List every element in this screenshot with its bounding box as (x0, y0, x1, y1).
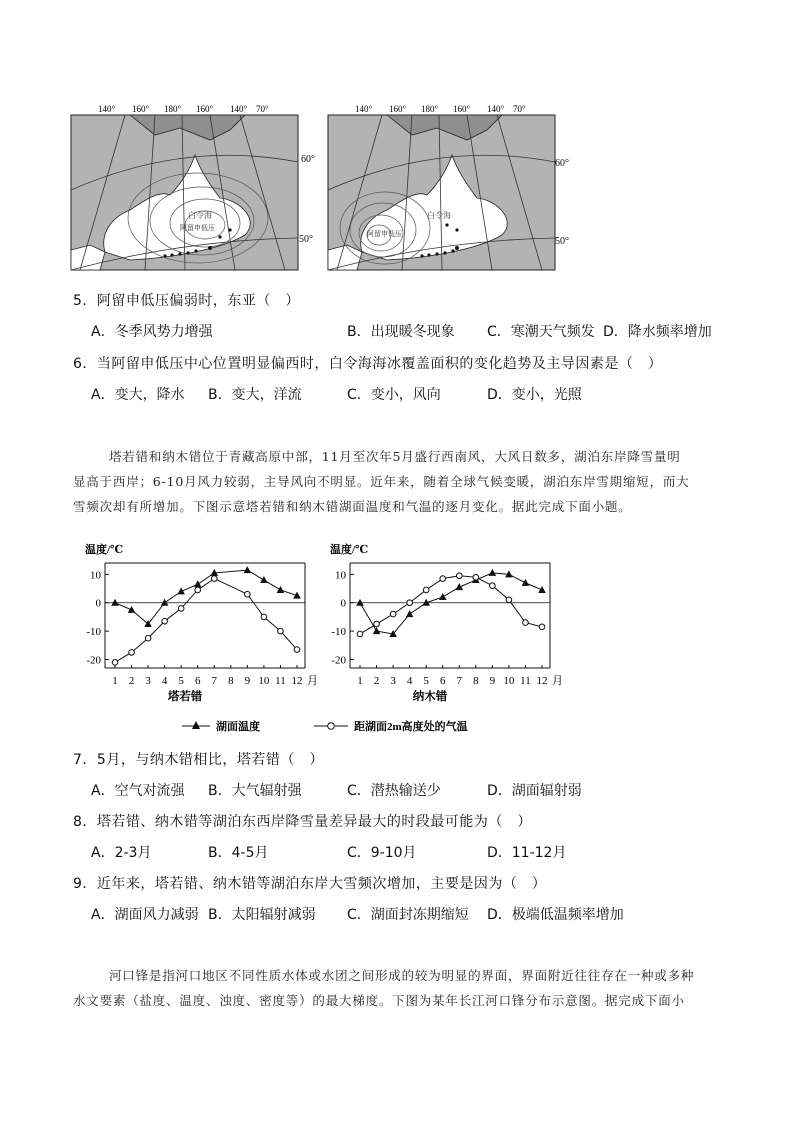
data-point-triangle (111, 599, 119, 606)
map-right-lat50: 50° (555, 236, 569, 247)
q8-option-d[interactable]: D．11-12月 (487, 845, 567, 861)
data-point-circle (178, 606, 184, 612)
lon-label: 160° (196, 104, 214, 114)
q7-option-c[interactable]: C．潜热输送少 (347, 783, 441, 799)
data-point-triangle (194, 580, 202, 587)
x-tick-label: 6 (439, 675, 446, 687)
data-point-circle (440, 576, 446, 582)
map-left-lat50: 50° (299, 234, 313, 245)
data-point-triangle (522, 579, 530, 586)
x-tick-label: 3 (390, 675, 396, 687)
legend-lake: 湖面温度 (216, 721, 260, 733)
x-tick-label: 8 (228, 675, 234, 687)
lon-label: 160° (453, 104, 471, 114)
q9-option-a[interactable]: A．湖面风力减弱 (91, 907, 199, 923)
q6-option-a[interactable]: A．变大，降水 (91, 387, 185, 403)
map-left-lat60: 60° (301, 154, 315, 165)
map-left (70, 100, 300, 272)
y-tick-label: 0 (95, 597, 101, 610)
x-tick-label: 5 (423, 675, 429, 687)
data-point-circle (390, 611, 396, 617)
data-point-circle (506, 597, 512, 603)
y-tick-label: -20 (86, 654, 101, 667)
y-tick-label: -20 (331, 654, 346, 667)
x-tick-label: 4 (161, 675, 168, 687)
lon-label: 70° (256, 104, 269, 114)
x-tick-label: 9 (489, 675, 496, 687)
legend-triangle-icon (192, 721, 200, 729)
x-axis-label: 月 (552, 675, 563, 687)
map-right (327, 100, 557, 272)
q7-option-a[interactable]: A．空气对流强 (91, 783, 185, 799)
x-tick-label: 2 (373, 675, 380, 687)
data-point-circle (456, 573, 462, 579)
right-mark-sea: 白令海 (427, 211, 451, 220)
series-line (115, 570, 297, 624)
x-tick-label: 3 (145, 675, 151, 687)
data-point-circle (211, 576, 217, 582)
passage-2 (73, 963, 723, 1013)
x-tick-label: 7 (456, 675, 463, 687)
x-tick-label: 10 (503, 675, 515, 687)
y-tick-label: 0 (340, 597, 346, 610)
lon-label: 180° (421, 104, 439, 114)
data-point-circle (523, 620, 529, 626)
lon-label: 70° (513, 104, 526, 114)
question-5: 5．阿留申低压偏弱时，东亚（ ） (73, 293, 300, 309)
data-point-circle (374, 621, 380, 627)
x-tick-label: 1 (112, 675, 118, 687)
chart-legend (180, 716, 490, 736)
data-point-circle (423, 587, 429, 593)
data-point-triangle (489, 569, 497, 576)
lon-label: 140° (98, 104, 116, 114)
data-point-circle (407, 600, 413, 606)
data-point-circle (129, 650, 135, 656)
map-right-lat60: 60° (555, 158, 569, 169)
question-6: 6．当阿留申低压中心位置明显偏西时，白令海海冰覆盖面积的变化趋势及主导因素是（ ） (73, 356, 663, 372)
legend-air: 距湖面2m高度处的气温 (354, 721, 468, 733)
data-point-triangle (439, 593, 447, 600)
passage-2-line: 水文要素（盐度、温度、浊度、密度等）的最大梯度。下图为某年长江河口锋分布示意图。据完成下面小 (73, 993, 685, 1008)
data-point-triangle (373, 627, 381, 634)
left-mark-low: 阿留申低压 (180, 224, 215, 232)
data-point-triangle (538, 586, 546, 593)
x-tick-label: 2 (128, 675, 135, 687)
q8-option-c[interactable]: C．9-10月 (347, 845, 417, 861)
data-point-circle (162, 618, 168, 624)
data-point-triangle (161, 599, 169, 606)
x-tick-label: 9 (244, 675, 251, 687)
q5-option-b[interactable]: B．出现暖冬现象 (347, 324, 455, 340)
x-tick-label: 4 (406, 675, 413, 687)
x-tick-label: 10 (258, 675, 270, 687)
q9-option-d[interactable]: D．极端低温频率增加 (487, 907, 624, 923)
q9-option-c[interactable]: C．湖面封冻期缩短 (347, 907, 469, 923)
y-tick-label: 10 (335, 569, 346, 582)
chart-title: 塔若错 (167, 691, 203, 703)
q6-option-b[interactable]: B．变大，洋流 (208, 387, 302, 403)
question-7: 7．5月，与纳木错相比，塔若错（ ） (73, 752, 324, 768)
q6-option-c[interactable]: C．变小，风向 (347, 387, 441, 403)
x-axis-label: 月 (307, 675, 318, 687)
series-line (360, 573, 542, 634)
y-axis-label: 温度/℃ (330, 544, 369, 556)
data-point-circle (278, 628, 284, 634)
x-tick-label: 12 (291, 675, 303, 687)
lon-label: 180° (164, 104, 182, 114)
x-tick-label: 11 (520, 675, 531, 687)
y-tick-label: -10 (86, 626, 101, 639)
q9-option-b[interactable]: B．太阳辐射减弱 (208, 907, 316, 923)
data-point-triangle (177, 587, 185, 594)
x-tick-label: 7 (211, 675, 218, 687)
data-point-triangle (356, 599, 364, 606)
question-9: 9．近年来，塔若错、纳木错等湖泊东岸大雪频次增加，主要是因为（ ） (73, 876, 547, 892)
question-8: 8．塔若错、纳木错等湖泊东西岸降雪量差异最大的时段最可能为（ ） (73, 814, 532, 830)
q8-option-b[interactable]: B．4-5月 (208, 845, 269, 861)
data-point-triangle (455, 583, 463, 590)
right-mark-low: 阿留申低压 (367, 230, 402, 238)
q5-option-d[interactable]: D．降水频率增加 (603, 324, 712, 340)
data-point-circle (245, 591, 251, 597)
x-tick-label: 12 (536, 675, 548, 687)
data-point-triangle (406, 610, 414, 617)
x-tick-label: 1 (357, 675, 363, 687)
data-point-circle (490, 583, 496, 589)
series-line (360, 576, 542, 634)
data-point-circle (195, 587, 201, 593)
data-point-circle (261, 614, 267, 620)
chart-title: 纳木错 (412, 691, 448, 703)
data-point-circle (473, 574, 479, 580)
lon-label: 140° (487, 104, 505, 114)
legend-circle-icon (328, 723, 335, 730)
y-tick-label: -10 (331, 626, 346, 639)
q8-option-a[interactable]: A．2-3月 (91, 845, 152, 861)
lon-label: 160° (389, 104, 407, 114)
passage-1-line: 塔若错和纳木错位于青藏高原中部，11月至次年5月盛行西南风，大风日数多，湖泊东岸降雪量明 (109, 449, 681, 464)
q5-option-c[interactable]: C．寒潮天气频发 (487, 324, 595, 340)
data-point-triangle (277, 586, 285, 593)
passage-2-line: 河口锋是指河口地区不同性质水体或水团之间形成的较为明显的界面，界面附近往往存在一种或多种 (109, 968, 695, 983)
data-point-circle (539, 624, 545, 630)
q7-option-b[interactable]: B．大气辐射强 (208, 783, 302, 799)
x-tick-label: 8 (473, 675, 479, 687)
x-tick-label: 6 (194, 675, 201, 687)
passage-1-line: 显高于西岸；6-10月风力较弱，主导风向不明显。近年来，随着全球气候变暖，湖泊东岸雪期缩短，而大 (73, 474, 690, 489)
data-point-triangle (128, 606, 136, 613)
passage-1-line: 雪频次却有所增加。下图示意塔若错和纳木错湖面温度和气温的逐月变化。据此完成下面小题。 (73, 499, 632, 514)
left-mark-sea: 白令海 (188, 211, 212, 220)
passage-1 (73, 444, 723, 519)
data-point-circle (357, 631, 363, 637)
lon-label: 160° (132, 104, 150, 114)
data-point-circle (112, 660, 118, 666)
q5-option-a[interactable]: A．冬季风势力增强 (91, 324, 213, 340)
y-axis-label: 温度/℃ (85, 544, 124, 556)
q7-option-d[interactable]: D．湖面辐射弱 (487, 783, 582, 799)
q6-option-d[interactable]: D．变小，光照 (487, 387, 582, 403)
x-tick-label: 11 (275, 675, 286, 687)
series-line (115, 579, 297, 663)
x-tick-label: 5 (178, 675, 184, 687)
y-tick-label: 10 (90, 569, 101, 582)
data-point-circle (145, 635, 151, 641)
data-point-circle (294, 647, 300, 653)
temperature-charts (80, 538, 570, 738)
lon-label: 140° (230, 104, 248, 114)
data-point-triangle (244, 566, 252, 573)
data-point-triangle (260, 576, 268, 583)
lon-label: 140° (355, 104, 373, 114)
